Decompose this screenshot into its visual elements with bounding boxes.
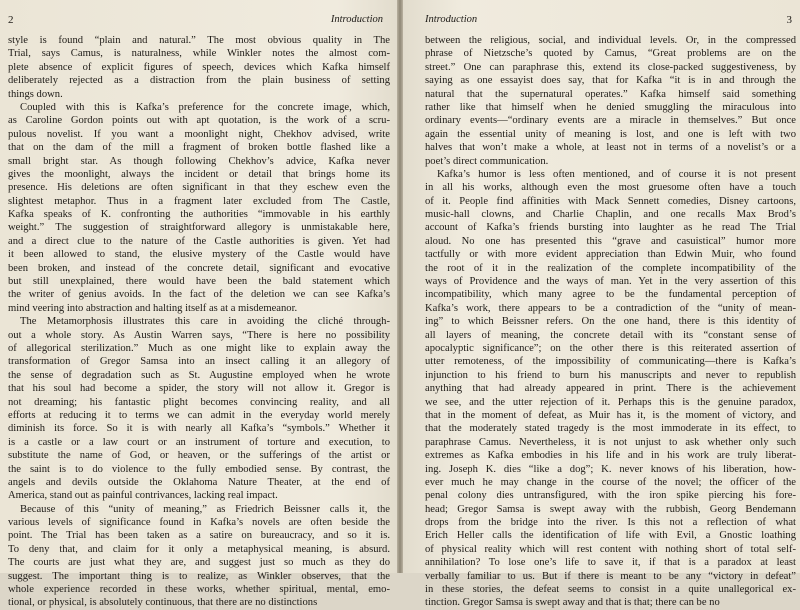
text-line: Trial, says Camus, is naturalness, while Winkler notes the almost com-	[8, 48, 390, 60]
page-number: 3	[786, 14, 792, 26]
text-line: point. The Trial has been taken as a satire on bureaucracy, and so it is.	[8, 530, 390, 542]
text-line: penal colony dies untransfigured, with the iron spike piercing his fore-	[425, 490, 796, 502]
text-line: anything that had already appeared in print. There is the achievement	[425, 383, 796, 395]
text-line: natural that the supernatural operates.” Kafka himself said something	[425, 88, 796, 100]
text-line: that in the moment of defeat, as Muir has it, is the moment of victory, and	[425, 409, 796, 421]
right-page-header	[425, 13, 792, 27]
text-line: deliberately rejected as a distraction from the plain business of setting	[8, 75, 390, 87]
text-line: rather like that himself when he denied smuggling the miraculous into	[425, 101, 796, 113]
text-line: suggest. The important thing is to realize, as Winkler observes, that the	[8, 570, 390, 582]
right-page-text	[425, 34, 796, 610]
text-line: angels and devils outside the Oklahoma Nature Theater, at the end of	[8, 476, 390, 488]
text-line: phrase of Nietzsche’s quoted by Camus, “Great problems are on the	[425, 48, 796, 60]
text-line: whole experience recorded in these works, whether spiritual, mental, emo-	[8, 584, 390, 596]
text-line: the root of it in the realization of the complete incompatibility of the	[425, 262, 796, 274]
text-line: The Metamorphosis illustrates this care in avoiding the cliché through-	[20, 316, 390, 328]
text-line: we see, and the utter rejection of it. Perhaps this is the genuine paradox,	[425, 396, 796, 408]
text-line: To deny that, and claim for it only a metaphysical meaning, is absurd.	[8, 543, 390, 555]
text-line: gives the moonlight, always the incident or detail that brings home its	[8, 168, 390, 180]
text-line: music-hall clowns, and Charlie Chaplin, and one recalls Max Brod’s	[425, 209, 796, 221]
text-line: apocalyptic significance”; on the other there is this reiterated assertion of	[425, 342, 796, 354]
text-line: but still unexplained, there would have been the bald statement which	[8, 276, 390, 288]
text-line: that on the dam of the mill a fragment of broken bottle flashed like a	[8, 142, 390, 154]
running-head: Introduction	[330, 14, 383, 25]
text-line: paraphrase Camus. Nevertheless, it is not unjust to ask whether only such	[425, 436, 796, 448]
text-line: Coupled with this is Kafka’s preference for the concrete image, which,	[20, 101, 390, 113]
text-line: of allegorical sterilization.” Much as one might like to explain away the	[8, 342, 390, 354]
text-line: utter remoteness, of the impossibility of communicating—there is Kafka’s	[425, 356, 796, 368]
text-line: again the essential unity of meaning is lost, and one is left with two	[425, 128, 796, 140]
text-line: tional, or physical, is absolutely continuous, that there are no distinctions	[8, 597, 318, 609]
text-line: incompatibility, which many agree to be the fundamental perception of	[425, 289, 796, 301]
text-line: the writer of genius avoids. In the fact of the deletion we can see Kafka’s	[8, 289, 390, 301]
text-line: The courts are just what they are, and suggest just so much as they do	[8, 557, 390, 569]
text-line: Kafka speaks of K. confronting the authorities “immovable in his earthly	[8, 209, 390, 221]
text-line: ing. Joseph K. dies “like a dog”; K. never knows of his liberation, how-	[425, 463, 796, 475]
text-line: head; Gregor Samsa is swept away with the rubbish, Georg Bendemann	[425, 503, 796, 515]
text-line: is a castle or a law court or an instrument of torture and execution, to	[8, 436, 390, 448]
right-page	[403, 0, 800, 609]
text-line: in all his works, although even the most gruesome often have a touch	[425, 182, 796, 194]
left-page-text	[8, 34, 390, 610]
text-line: extremes as Kafka embodies in his life and in his work are truly liberat-	[425, 450, 796, 462]
running-head: Introduction	[425, 14, 478, 25]
text-line: diminish its force. So it is with nearly all Kafka’s “symbols.” Whether it	[8, 423, 390, 435]
text-line: out a whole story. As Austin Warren says, “There is here no possibility	[8, 329, 390, 341]
text-line: been broken, and instead of the concrete detail, significant and evocative	[8, 262, 390, 274]
text-line: drops from the bridge into the river. Is this not a reflection of what	[425, 517, 796, 529]
text-line: that his soul had become a spider, the story will not allow it. Gregor is	[8, 383, 390, 395]
text-line: Because of this “unity of meaning,” as Friedrich Beissner calls it, the	[20, 503, 390, 515]
text-line: of it. People find affinities with Mack Sennett comedies, Disney cartoons,	[425, 195, 796, 207]
left-page-header	[8, 13, 383, 27]
text-line: tinction. Gregor Samsa is swept away and that is that; there can be no	[425, 597, 720, 609]
text-line: efforts at reducing it to terms we can admit in the everyday world merely	[8, 409, 390, 421]
text-line: ordinary events—“ordinary events are a miracle in themselves.” But once	[425, 115, 796, 127]
text-line: ways of Providence and the ways of man. Yet in the very assertion of this	[425, 276, 796, 288]
text-line: street.” One can paraphrase this, extend its close-packed suggestiveness, by	[425, 61, 796, 73]
text-line: pulous novelist. If you want a moonlight night, Chekhov advised, write	[8, 128, 390, 140]
text-line: ever much he may change in the course of the novel; the officer of the	[425, 476, 796, 488]
text-line: various levels of significance found in Kafka’s novels are often beside the	[8, 517, 390, 529]
text-line: halves that won’t make a whole, at least not in terms of a novelist’s or a	[425, 142, 796, 154]
text-line: plete absence of explicit figures of speech, devices which Kafka himself	[8, 61, 390, 73]
text-line: Kafka’s work, there appears to be a contradiction of the “unity of mean-	[425, 302, 796, 314]
text-line: America, stand out as painful contrivances, lacking real impact.	[8, 490, 278, 502]
text-line: Kafka’s humor is less often mentioned, and of course it is not present	[437, 168, 796, 180]
text-line: style is found “plain and natural.” The most obvious quality in The	[8, 35, 390, 46]
text-line: tactfully or with more evident appreciation than Edwin Muir, who found	[425, 249, 796, 261]
text-line: aloud. No one has presented this “grave and casuistical” humor more	[425, 235, 796, 247]
page-number: 2	[8, 14, 14, 26]
text-line: and a direct clue to the nature of the Castle authorities is given. Yet had	[8, 235, 390, 247]
text-line: it been allowed to stand, the elusive mystery of the Castle would have	[8, 249, 390, 261]
text-line: ing” to which Beissner refers. On the one hand, there is this identity of	[425, 316, 796, 328]
text-line: that the moderately stated tragedy is the most immoderate in its effect, to	[425, 423, 796, 435]
text-line: the saint is to do violence to the fully embodied sense. By contrast, the	[8, 463, 390, 475]
left-page	[0, 0, 397, 609]
text-line: account of Kafka’s friends bursting into laughter as he read The Trial	[425, 222, 796, 234]
text-line: mind veering into abstraction and halting itself as at a misdemeanor.	[8, 302, 298, 314]
text-line: annihilation? To lose one’s life to save it, if that is a paradox at least	[425, 557, 796, 569]
text-line: not dreaming; his fantastic plight becomes convincing reality, and all	[8, 396, 390, 408]
text-line: slightest metaphor. Thus in a fragment later excluded from The Castle,	[8, 195, 390, 207]
text-line: saying as one essayist does say, that for Kafka “it is in and through the	[425, 75, 796, 87]
text-line: between the religious, social, and individual levels. Or, in the compressed	[425, 35, 796, 46]
text-line: injunction to his friend to burn his manuscripts and never to republish	[425, 369, 796, 381]
text-line: transformation of Gregor Samsa into an insect calling it an allegory of	[8, 356, 390, 368]
text-line: of physical reality which will rest content with nothing short of total self-	[425, 543, 796, 555]
text-line: poet’s direct communication.	[425, 155, 549, 167]
text-line: verbally familiar to us. But if there is meant to be any “victory in defeat”	[425, 570, 796, 582]
text-line: substitute the name of God, or heaven, or the sufferings of the artist or	[8, 450, 390, 462]
text-line: things down.	[8, 88, 63, 100]
text-line: all layers of meaning, the concrete detail with its “constant sense of	[425, 329, 796, 341]
text-line: presence. His deletions are often significant in that they eschew even the	[8, 182, 390, 194]
text-line: Erich Heller calls the identification of life with Evil, a Gnostic loathing	[425, 530, 796, 542]
text-line: the sense of degradation such as St. Augustine employed when he wrote	[8, 369, 390, 381]
text-line: weight.” The suggestion of straightforward allegory is unmistakable here,	[8, 222, 390, 234]
text-line: as Caroline Gordon points out with apt quotation, is the work of a scru-	[8, 115, 390, 127]
text-line: small bright star. As though following Chekhov’s advice, Kafka never	[8, 155, 390, 167]
text-line: in these stories, the defeat seems to consist in a quite unallegorical ex-	[425, 584, 796, 596]
